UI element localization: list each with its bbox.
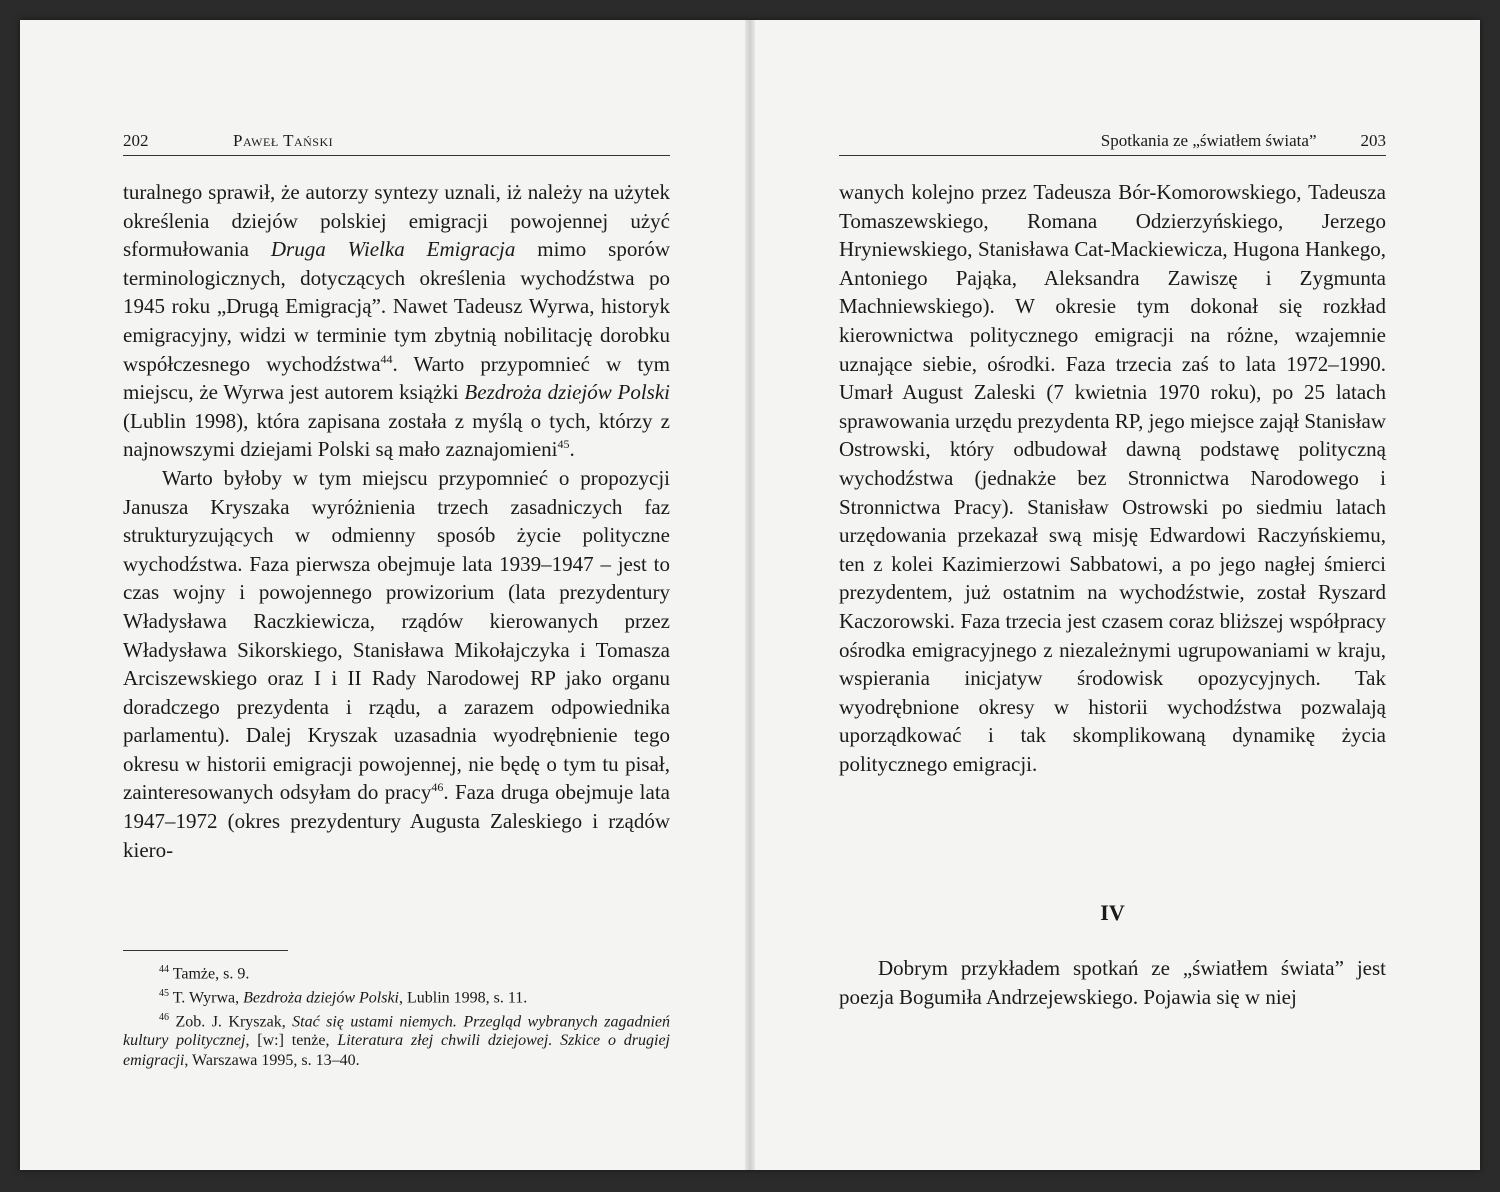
section-paragraph-1: Dobrym przykładem spotkań ze „światłem świata” jest poezja Bogumiła Andrzejewskiego. Pojawia się w niej <box>839 956 1386 1009</box>
book-spread <box>20 20 1480 1170</box>
footnote-ref-46: 46 <box>431 780 444 795</box>
left-page-number: 202 <box>123 131 149 150</box>
footnote-45: $^{45}$ T. Wyrwa, Bezdroża dziejów Polski, Lublin 1998, s. 11. <box>159 987 528 1007</box>
left-page <box>20 20 745 1170</box>
right-page-number: 203 <box>1360 131 1386 150</box>
section-heading: IV <box>1100 900 1125 925</box>
right-paragraph-1: wanych kolejno przez Tadeusza Bór-Komorowskiego, Tadeusza Tomaszewskiego, Romana Odzierzyńskiego, Jerzego Hryniewskiego, Stanisława Cat-Mackiewicza, Hugona Hankego, Antoniego Pająka, Aleksandra Zawiszę i Zygmunta Machniewskiego). W okresie tym dokonał się rozkład kierownictwa politycznego emigracji na różne, wzajemnie uznające siebie, ośrodki. Faza trzecia zaś to lata 1972–1990. Umarł August Zaleski (7 kwietnia 1970 roku), po 25 latach sprawowania urzędu prezydenta RP, jego miejsce zajął Stanisław Ostrowski, który odbudował dawną podstawę polityczną wychodźstwa (jednakże bez Stronnictwa Narodowego i Stronnictwa Pracy). Stanisław Ostrowski po siedmiu latach urzędowania przekazał swą misję Edwardowi Raczyńskiemu, ten z kolei Kazimierzowi Sabbatowi, a po jego nagłej śmierci prezydentem, już ostatnim na wychodźstwie, został Ryszard Kaczorowski. Faza trzecia jest czasem coraz bliższej współpracy ośrodka emigracyjnego z niezależnymi ugrupowaniami w kraju, wspierania inicjatyw środowisk opozycyjnych. Tak wyodrębnione okresy w historii wychodźstwa pozwalają uporządkować i tak skomplikowaną dynamikę życia politycznego emigracji. <box>839 180 1386 776</box>
section-text <box>839 954 1386 1011</box>
running-head-title: Spotkania ze „światłem świata” <box>1100 131 1317 150</box>
footnote-ref-45: 45 <box>557 437 570 452</box>
left-body-text <box>123 178 670 864</box>
footnotes <box>123 960 670 1070</box>
right-running-head <box>839 128 1386 156</box>
footnote-ref-44: 44 <box>380 351 393 366</box>
footnote-46: $^{46}$ Zob. J. Kryszak, Stać się ustami niemych. Przegląd wybranych zagadnień kultury politycznej, [w:] tenże, Literatura złej chwili dziejowej. Szkice o drugiej emigracji, Warszawa 1995, s. 13–40. <box>123 1011 671 1069</box>
footnote-44: $^{44}$ Tamże, s. 9. <box>159 964 250 983</box>
book-gutter <box>745 20 755 1170</box>
right-body-text <box>839 178 1386 778</box>
left-paragraph-1: turalnego sprawił, że autorzy syntezy uznali, iż należy na użytek określenia dziejów polskiej emigracji powojennej użyć sformułowania Druga Wielka Emigracja mimo sporów terminologicznych, dotyczących określenia wychodźstwa po 1945 roku „Drugą Emigracją”. Nawet Tadeusz Wyrwa, historyk emigracyjny, widzi w terminie tym zbytnią nobilitację dorobku współczesnego wychodźstwa$^{44}$. Warto przypomnieć w tym miejscu, że Wyrwa jest autorem książki Bezdroża dziejów Polski (Lublin 1998), która zapisana została z myślą o tych, którzy z najnowszymi dziejami Polski są mało zaznajomieni$^{45}$. <box>123 180 670 462</box>
right-page <box>755 20 1480 1170</box>
footnote-separator <box>123 950 288 951</box>
left-running-head <box>123 128 670 156</box>
running-head-author: Paweł Tański <box>233 131 334 150</box>
left-paragraph-2: Warto byłoby w tym miejscu przypomnieć o propozycji Janusza Kryszaka wyróżnienia trzech zasadniczych faz strukturyzujących w odmienny sposób życie polityczne wychodźstwa. Faza pierwsza obejmuje lata 1939–1947 – jest to czas wojny i powojennego prowizorium (lata prezydentury Władysława Raczkiewicza, rządów kierowanych przez Władysława Sikorskiego, Stanisława Mikołajczyka i Tomasza Arciszewskiego oraz I i II Rady Narodowej RP jako organu doradczego prezydenta i rządu, a zarazem odpowiednika parlamentu). Dalej Kryszak uzasadnia wyodrębnienie tego okresu w historii emigracji powojennej, nie będę o tym tu pisał, zainteresowanych odsyłam do pracy$^{46}$. Faza druga obejmuje lata 1947–1972 (okres prezydentury Augusta Zaleskiego i rządów kiero- <box>123 465 670 862</box>
